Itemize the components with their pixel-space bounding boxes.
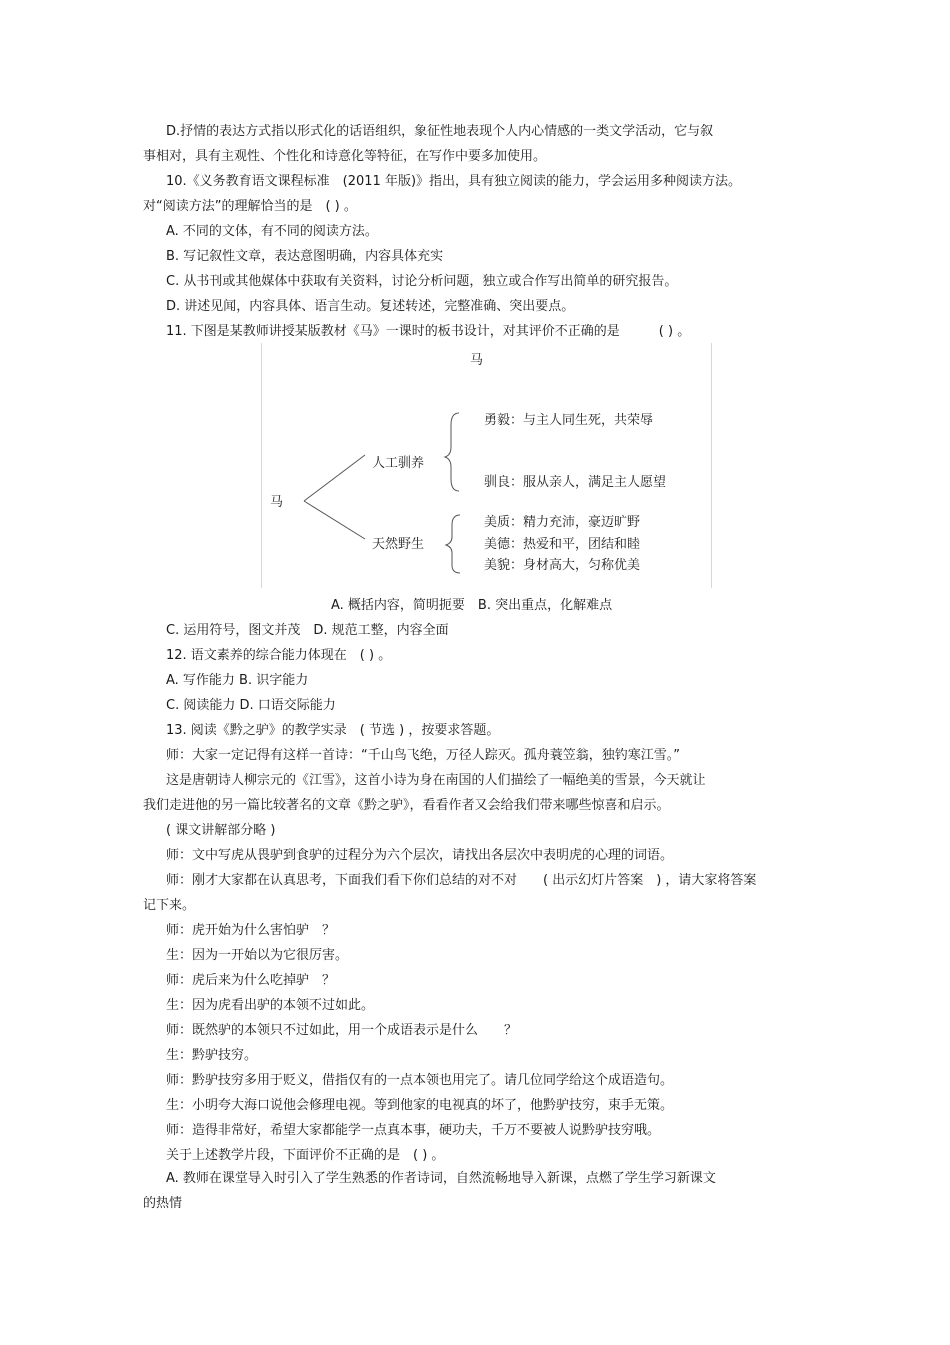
q12-options-ab: A. 写作能力 B. 识字能力 [166, 673, 309, 688]
q10-option-d: D. 讲述见闻，内容具体、语言生动。复述转述，完整准确、突出要点。 [166, 299, 575, 314]
connector-upper [304, 455, 365, 501]
dialogue-line-8: 生：因为一开始以为它很厉害。 [166, 948, 349, 963]
q12-options-cd: C. 阅读能力 D. 口语交际能力 [166, 698, 336, 713]
b1-item-courage: 勇毅：与主人同生死，共荣辱 [484, 413, 654, 428]
option-d-q9-line1: D.抒情的表达方式指以形式化的话语组织，象征性地表现个人内心情感的一类文学活动，它与叙 [166, 124, 714, 139]
dialogue-line-1: 师：大家一定记得有这样一首诗：“千山鸟飞绝，万径人踪灭。孤舟蓑笠翁，独钓寒江雪。” [166, 748, 680, 763]
question-11: 11. 下图是某教师讲授某版教材《马》一课时的板书设计，对其评价不正确的是 ( ) 。 [166, 324, 691, 339]
q10-option-c: C. 从书刊或其他媒体中获取有关资料，讨论分析问题，独立或合作写出简单的研究报告。 [166, 274, 678, 289]
question-10-line2: 对“阅读方法”的理解恰当的是 ( ) 。 [143, 199, 357, 214]
branch-artificial: 人工驯养 [372, 456, 425, 471]
branch-wild: 天然野生 [372, 537, 425, 552]
dialogue-line-6: 记下来。 [143, 898, 196, 913]
q10-option-b: B. 写记叙性文章，表达意图明确，内容具体充实 [166, 249, 444, 264]
board-title: 马 [470, 353, 484, 368]
dialogue-line-4: 师：文中写虎从畏驴到食驴的过程分为六个层次，请找出各层次中表明虎的心理的词语。 [166, 848, 674, 863]
dialogue-line-2: 这是唐朝诗人柳宗元的《江雪》，这首小诗为身在南国的人们描绘了一幅绝美的雪景，今天就让 [166, 773, 706, 788]
omitted-note: ( 课文讲解部分略 ) [166, 823, 276, 838]
b2-item-virtue: 美德：热爱和平，团结和睦 [484, 537, 641, 552]
dialogue-line-12: 生：黔驴技穷。 [166, 1048, 258, 1063]
dialogue-line-11: 师：既然驴的本领只不过如此，用一个成语表示是什么 ？ [166, 1023, 518, 1038]
dialogue-line-10: 生：因为虎看出驴的本领不过如此。 [166, 998, 375, 1013]
dialogue-line-5: 师：刚才大家都在认真思考，下面我们看下你们总结的对不对 ( 出示幻灯片答案 ) ，请大家将答案 [166, 873, 757, 888]
q13-option-a-line1: A. 教师在课堂导入时引入了学生熟悉的作者诗词，自然流畅地导入新课，点燃了学生学习新课文 [166, 1171, 716, 1186]
board-root: 马 [270, 495, 284, 510]
connector-lower [304, 501, 365, 539]
q10-option-a: A. 不同的文体，有不同的阅读方法。 [166, 224, 378, 239]
brace-upper [445, 413, 459, 491]
dialogue-line-13: 师：黔驴技穷多用于贬义，借指仅有的一点本领也用完了。请几位同学给这个成语造句。 [166, 1073, 674, 1088]
dialogue-line-14: 生：小明夸大海口说他会修理电视。等到他家的电视真的坏了，他黔驴技穷，束手无策。 [166, 1098, 674, 1113]
b2-item-appearance: 美貌：身材高大，匀称优美 [484, 558, 641, 573]
q11-options-cd: C. 运用符号，图文并茂 D. 规范工整，内容全面 [166, 623, 449, 638]
question-10-line1: 10.《义务教育语文课程标准 (2011 年版)》指出，具有独立阅读的能力，学会运用多种阅读方法。 [166, 174, 742, 189]
b2-item-quality: 美质：精力充沛，豪迈旷野 [484, 515, 641, 530]
question-13: 13. 阅读《黔之驴》的教学实录 ( 节选 ) ，按要求答题。 [166, 723, 500, 738]
dialogue-line-7: 师：虎开始为什么害怕驴 ？ [166, 923, 336, 938]
dialogue-line-15: 师：造得非常好，希望大家都能学一点真本事，硬功夫，千万不要被人说黔驴技穷哦。 [166, 1123, 661, 1138]
question-12: 12. 语文素养的综合能力体现在 ( ) 。 [166, 648, 392, 663]
dialogue-line-9: 师：虎后来为什么吃掉驴 ？ [166, 973, 336, 988]
b1-item-docile: 驯良：服从亲人，满足主人愿望 [484, 475, 667, 490]
question-13-prompt: 关于上述教学片段，下面评价不正确的是 ( ) 。 [166, 1148, 445, 1163]
q11-options-ab: A. 概括内容，简明扼要 B. 突出重点，化解难点 [331, 598, 613, 613]
option-d-q9-line2: 事相对，具有主观性、个性化和诗意化等特征，在写作中要多加使用。 [143, 149, 547, 164]
dialogue-line-3: 我们走进他的另一篇比较著名的文章《黔之驴》，看看作者又会给我们带来哪些惊喜和启示。 [143, 798, 670, 813]
brace-lower [446, 515, 460, 573]
q13-option-a-line2: 的热情 [143, 1196, 183, 1211]
blackboard-design-figure [261, 343, 712, 588]
